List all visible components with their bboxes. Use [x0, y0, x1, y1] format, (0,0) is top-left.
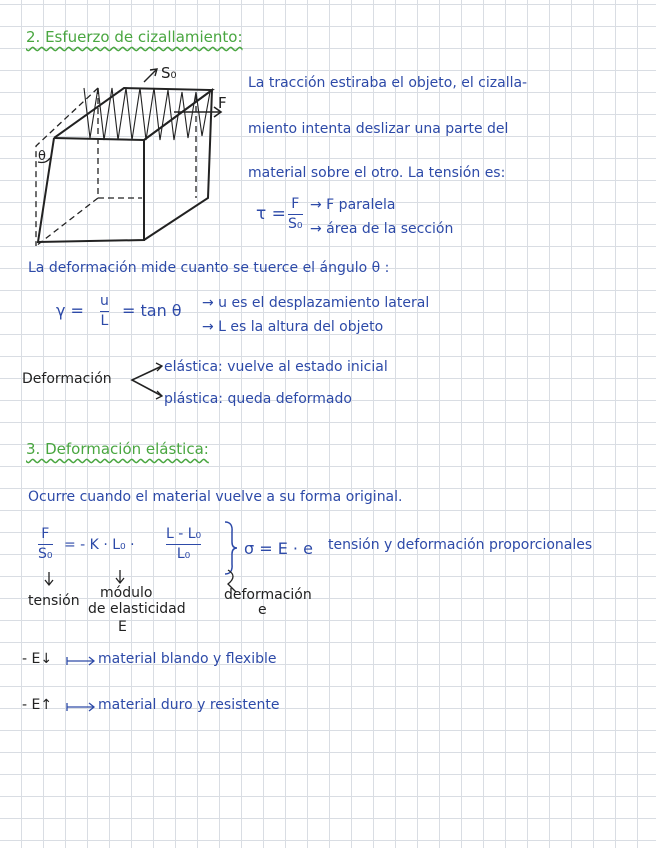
- hooke-middle: = - K · L₀ ·: [64, 537, 135, 553]
- s0-label: S₀: [161, 64, 177, 82]
- shear-paragraph-line-2: miento intenta deslizar una parte del: [248, 121, 509, 137]
- elastic-intro: Ocurre cuando el material vuelve a su forma original.: [28, 489, 403, 505]
- e-up-prefix: - E↑: [22, 697, 53, 713]
- gamma-numerator: u: [100, 293, 109, 309]
- tau-symbol: τ =: [256, 204, 286, 224]
- deformation-plastic: plástica: queda deformado: [164, 391, 352, 407]
- tau-denominator-note: → área de la sección: [310, 221, 454, 237]
- s0-denominator: S₀: [38, 546, 53, 563]
- shear-paragraph-line-3: material sobre el otro. La tensión es:: [248, 165, 506, 181]
- label-modulo-3: E: [118, 619, 127, 635]
- strain-fraction: [166, 526, 201, 563]
- tau-denominator: S₀: [288, 216, 303, 233]
- shear-paragraph-line-1: La tracción estiraba el objeto, el cizalla-: [248, 75, 528, 91]
- e-down-arrow: [66, 656, 96, 666]
- label-e: e: [258, 602, 267, 618]
- proportional-note: tensión y deformación proporcionales: [328, 537, 593, 553]
- force-f-label: F: [218, 94, 227, 112]
- tau-numerator-note: → F paralela: [310, 197, 396, 213]
- gamma-lhs: γ =: [56, 301, 84, 320]
- gamma-fraction: [100, 293, 109, 330]
- section-3-title: 3. Deformación elástica:: [26, 440, 209, 458]
- f-over-s0-fraction: [38, 526, 53, 563]
- shear-cube-diagram: [24, 58, 234, 253]
- e-up-arrow: [66, 702, 96, 712]
- label-modulo-2: de elasticidad: [88, 601, 186, 617]
- sigma-equation: σ = E · e: [244, 539, 313, 558]
- e-up-text: material duro y resistente: [98, 697, 280, 713]
- gamma-denominator: L: [100, 313, 109, 330]
- gamma-rhs: = tan θ: [122, 301, 182, 320]
- deformation-definition: La deformación mide cuanto se tuerce el ángulo θ :: [28, 260, 390, 276]
- note-u: → u es el desplazamiento lateral: [202, 295, 430, 311]
- section-2-title: 2. Esfuerzo de cizallamiento:: [26, 28, 243, 46]
- deformation-label: Deformación: [22, 371, 112, 387]
- strain-numerator: L - L₀: [166, 526, 202, 542]
- label-modulo-1: módulo: [100, 585, 153, 601]
- tau-fraction: [288, 196, 303, 233]
- e-down-prefix: - E↓: [22, 651, 53, 667]
- label-deformacion: deformación: [224, 587, 312, 603]
- theta-label: θ: [38, 149, 46, 164]
- note-L: → L es la altura del objeto: [202, 319, 384, 335]
- deformation-elastic: elástica: vuelve al estado inicial: [164, 359, 388, 375]
- label-tension: tensión: [28, 593, 80, 609]
- deformation-branch-brace: [128, 362, 164, 402]
- strain-denominator: L₀: [176, 546, 191, 563]
- f-numerator: F: [41, 526, 50, 542]
- tau-numerator: F: [291, 196, 300, 212]
- e-down-text: material blando y flexible: [98, 651, 277, 667]
